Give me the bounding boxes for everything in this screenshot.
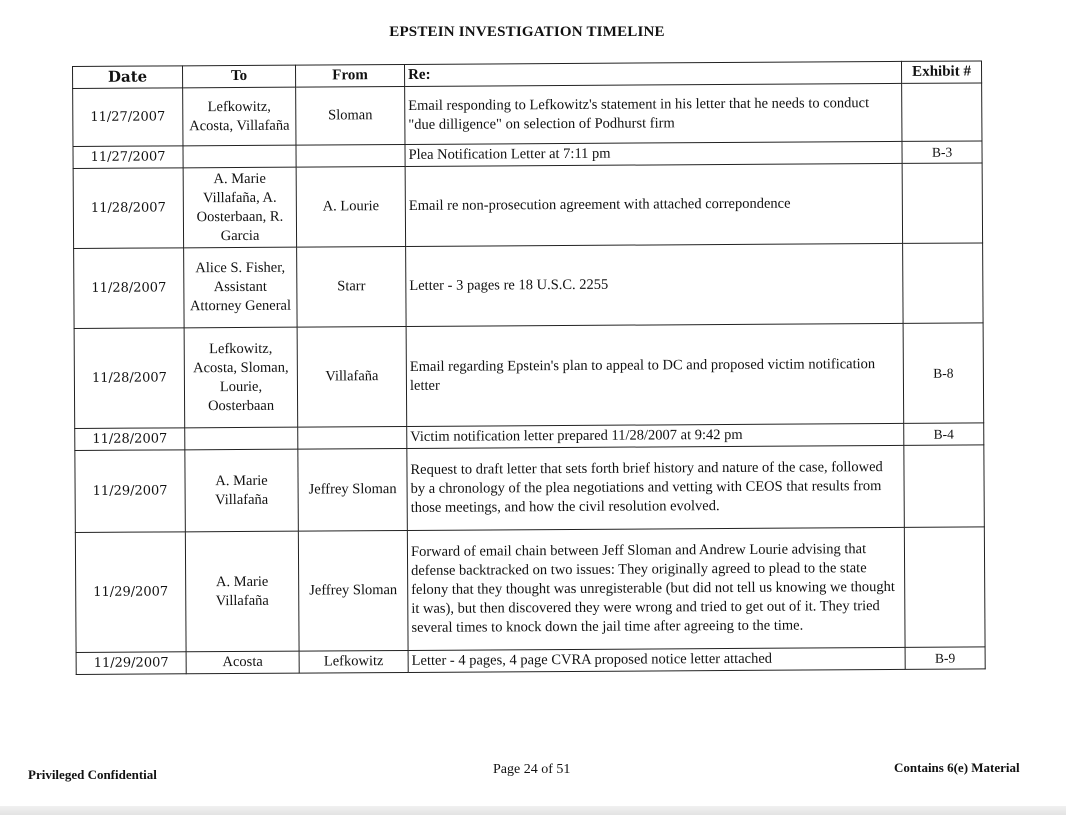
cell-date: 11/28/2007: [73, 168, 183, 249]
cell-re: Plea Notification Letter at 7:11 pm: [405, 141, 902, 166]
cell-exhibit: B-4: [904, 423, 984, 445]
cell-to: A. Marie Villafaña, A. Oosterbaan, R. Garcia: [183, 167, 296, 248]
scan-edge: [0, 806, 1066, 815]
header-from: From: [295, 64, 404, 87]
cell-date: 11/29/2007: [75, 532, 186, 653]
timeline-table: [72, 60, 986, 675]
cell-to: Lefkowitz, Acosta, Villafaña: [183, 87, 296, 146]
header-re: Re:: [404, 61, 901, 86]
cell-date: 11/27/2007: [73, 88, 183, 147]
cell-to: [185, 427, 298, 450]
cell-from: Villafaña: [297, 326, 407, 427]
cell-to: A. Marie Villafaña: [185, 531, 299, 652]
cell-re: Request to draft letter that sets forth brief history and nature of the case, followed by a chronology of the plea negotiations and vetting with CEOS that results from those meetings, and how the civil resolution evolved.: [407, 445, 904, 530]
header-date: Date: [73, 66, 183, 89]
cell-from: Lefkowitz: [299, 650, 408, 673]
cell-exhibit: [904, 527, 985, 647]
footer-privileged-confidential: Privileged Confidential: [28, 767, 157, 782]
table-row: [74, 243, 983, 329]
cell-to: [183, 145, 296, 168]
cell-date: 11/29/2007: [75, 450, 185, 533]
cell-date: 11/28/2007: [74, 328, 185, 429]
cell-re: Forward of email chain between Jeff Sloman and Andrew Lourie advising that defense backtracked on two issues: They originally agreed to plead to the state felony that they thought was unregisterable (but did not tell us knowing we thought it was), but then discovered they were wrong and tried to get out of it. They tried several times to knock down the jail time after agreeing to the time.: [407, 527, 905, 650]
cell-from: Sloman: [296, 86, 405, 145]
cell-re: Victim notification letter prepared 11/28/2007 at 9:42 pm: [407, 423, 904, 448]
cell-from: A. Lourie: [296, 166, 405, 247]
cell-from: [296, 144, 405, 167]
cell-date: 11/29/2007: [76, 652, 186, 675]
cell-from: Starr: [297, 246, 406, 327]
cell-from: [298, 426, 407, 449]
footer-page-number: Page 24 of 51: [493, 762, 571, 777]
cell-to: A. Marie Villafaña: [185, 449, 298, 532]
header-to: To: [183, 65, 296, 88]
footer-6e-material: Contains 6(e) Material: [894, 760, 1020, 775]
cell-date: 11/28/2007: [75, 428, 185, 451]
cell-to: Acosta: [186, 651, 299, 674]
cell-exhibit: [902, 83, 982, 141]
cell-re: Email responding to Lefkowitz's statement in his letter that he needs to conduct "due dilligence" on selection of Podhurst firm: [405, 83, 902, 144]
cell-exhibit: B-3: [902, 141, 982, 163]
cell-to: Lefkowitz, Acosta, Sloman, Lourie, Oosterbaan: [184, 327, 298, 428]
cell-exhibit: [903, 243, 983, 323]
cell-re: Email re non-prosecution agreement with attached correpondence: [405, 163, 902, 246]
cell-re: Letter - 3 pages re 18 U.S.C. 2255: [406, 243, 903, 326]
cell-re: Letter - 4 pages, 4 page CVRA proposed notice letter attached: [408, 647, 905, 672]
table-row: [76, 647, 985, 675]
table-row: [75, 445, 984, 533]
cell-exhibit: [904, 445, 984, 527]
cell-exhibit: [902, 163, 982, 243]
cell-date: 11/28/2007: [74, 248, 184, 329]
cell-exhibit: B-8: [903, 323, 984, 423]
cell-date: 11/27/2007: [73, 146, 183, 169]
cell-to: Alice S. Fisher, Assistant Attorney General: [184, 247, 297, 328]
table-row: [75, 527, 985, 653]
cell-from: Jeffrey Sloman: [298, 530, 408, 651]
table-row: [73, 83, 982, 147]
table-row: [73, 163, 982, 249]
document-title: EPSTEIN INVESTIGATION TIMELINE: [389, 24, 665, 40]
cell-from: Jeffrey Sloman: [298, 448, 407, 531]
header-exhibit: Exhibit #: [901, 61, 981, 83]
table-row: [74, 323, 984, 429]
cell-re: Email regarding Epstein's plan to appeal to DC and proposed victim notification letter: [406, 323, 904, 426]
cell-exhibit: B-9: [905, 647, 985, 669]
